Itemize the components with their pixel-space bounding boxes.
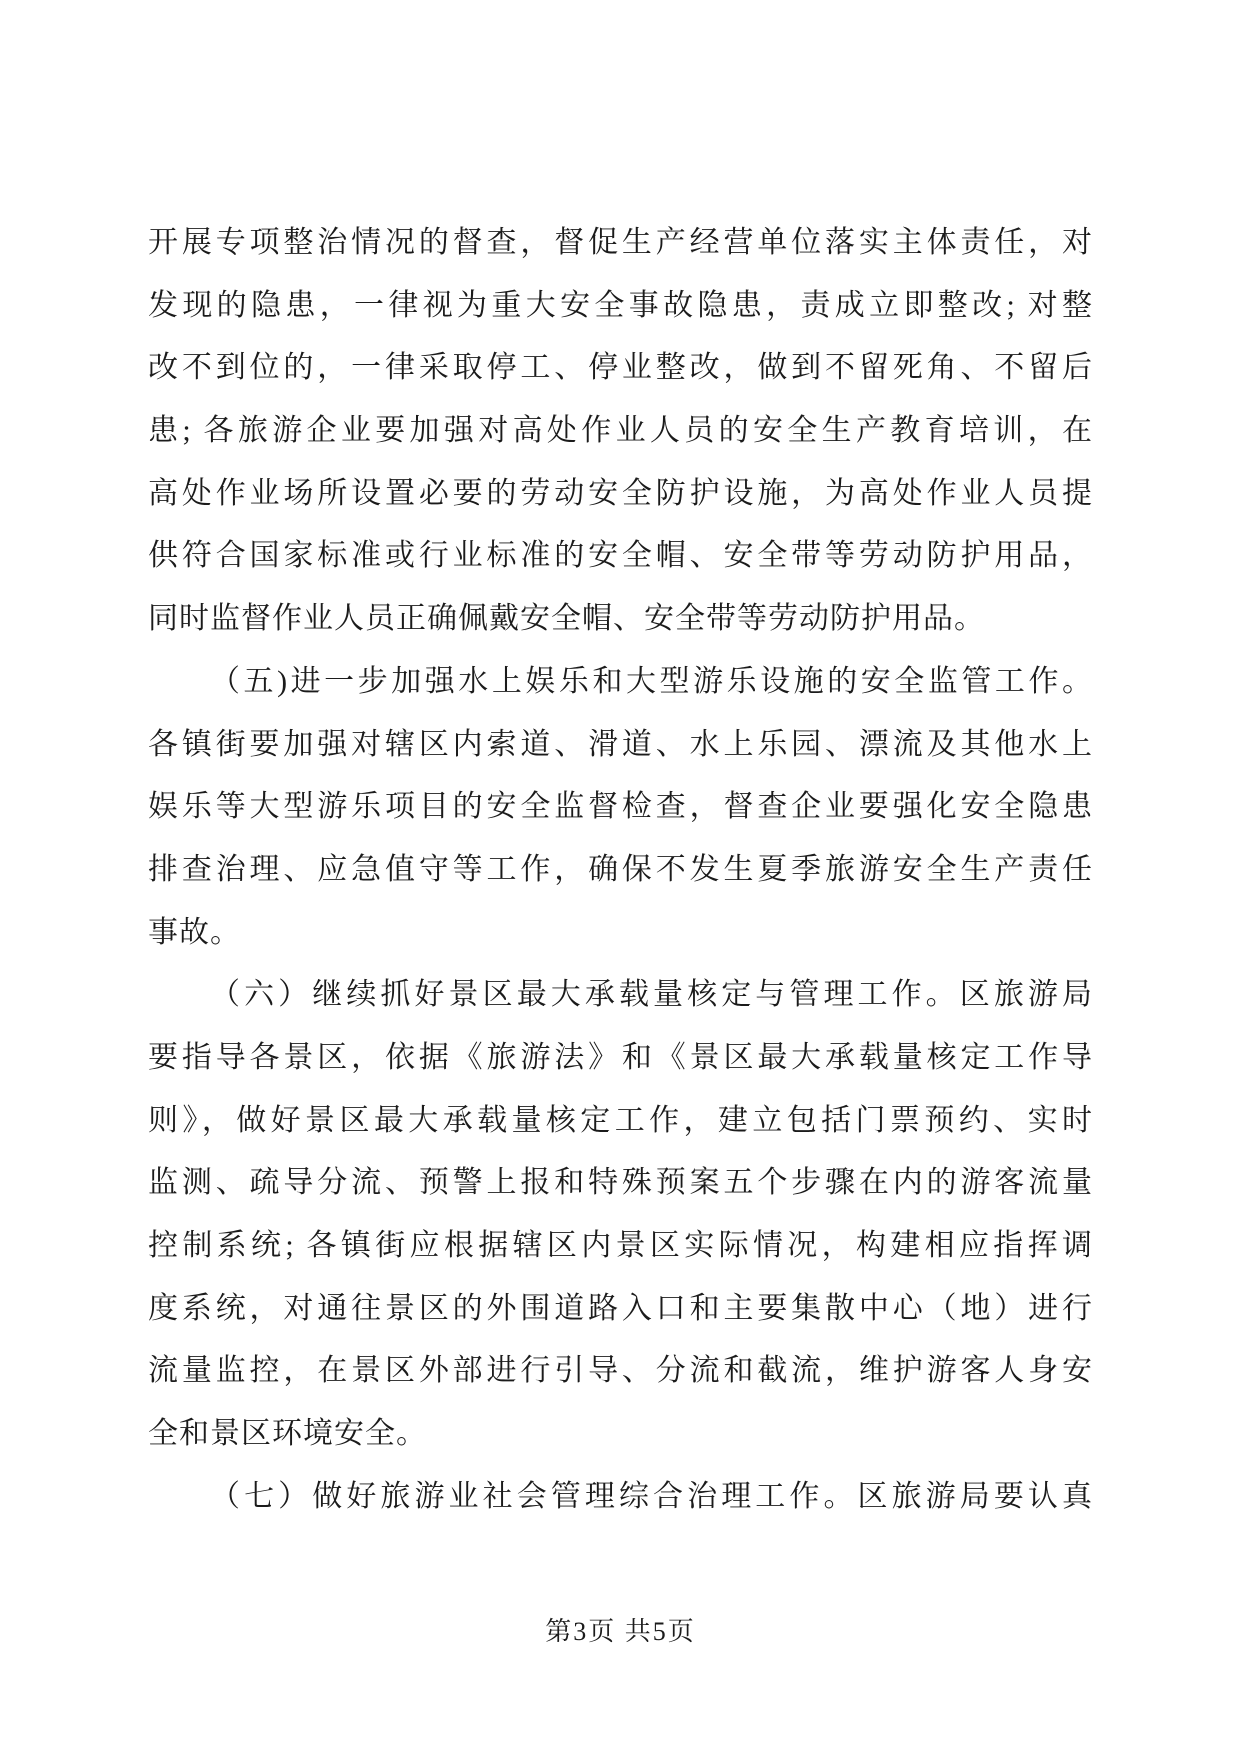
text-line: 监测、疏导分流、预警上报和特殊预案五个步骤在内的游客流量 [148,1166,1093,1200]
document-body [148,212,1093,1528]
text-line: 同时监督作业人员正确佩戴安全帽、安全带等劳动防护用品。 [148,602,985,636]
text-line: 流量监控，在景区外部进行引导、分流和截流，维护游客人身安 [148,1354,1093,1388]
text-line: 发现的隐患，一律视为重大安全事故隐患，责成立即整改; 对整 [148,288,1093,322]
text-line: 各镇街要加强对辖区内索道、滑道、水上乐园、漂流及其他水上 [148,727,1093,761]
text-line: 度系统，对通往景区的外围道路入口和主要集散中心（地）进行 [148,1291,1093,1325]
text-line: 事故。 [148,915,241,949]
text-line: 排查治理、应急值守等工作，确保不发生夏季旅游安全生产责任 [148,852,1093,886]
text-line: 控制系统; 各镇街应根据辖区内景区实际情况，构建相应指挥调 [148,1229,1093,1262]
text-line: 改不到位的，一律采取停工、停业整改，做到不留死角、不留后 [148,351,1093,385]
page-number-footer: 第3页 共5页 [545,1617,696,1646]
text-line: 则》，做好景区最大承载量核定工作，建立包括门票预约、实时 [148,1103,1093,1137]
text-line: （七）做好旅游业社会管理综合治理工作。区旅游局要认真 [210,1479,1093,1513]
text-line: （五)进一步加强水上娱乐和大型游乐设施的安全监管工作。 [210,664,1093,698]
text-line: 开展专项整治情况的督查，督促生产经营单位落实主体责任，对 [148,226,1093,259]
text-line: 娱乐等大型游乐项目的安全监督检查，督查企业要强化安全隐患 [148,790,1093,824]
text-line: 全和景区环境安全。 [148,1417,427,1451]
text-line: 要指导各景区，依据《旅游法》和《景区最大承载量核定工作导 [148,1040,1093,1074]
text-line: 供符合国家标准或行业标准的安全帽、安全带等劳动防护用品， [148,539,1093,573]
text-line: （六）继续抓好景区最大承载量核定与管理工作。区旅游局 [210,978,1093,1012]
text-line: 患; 各旅游企业要加强对高处作业人员的安全生产教育培训，在 [148,414,1093,448]
text-line: 高处作业场所设置必要的劳动安全防护设施，为高处作业人员提 [148,476,1093,510]
